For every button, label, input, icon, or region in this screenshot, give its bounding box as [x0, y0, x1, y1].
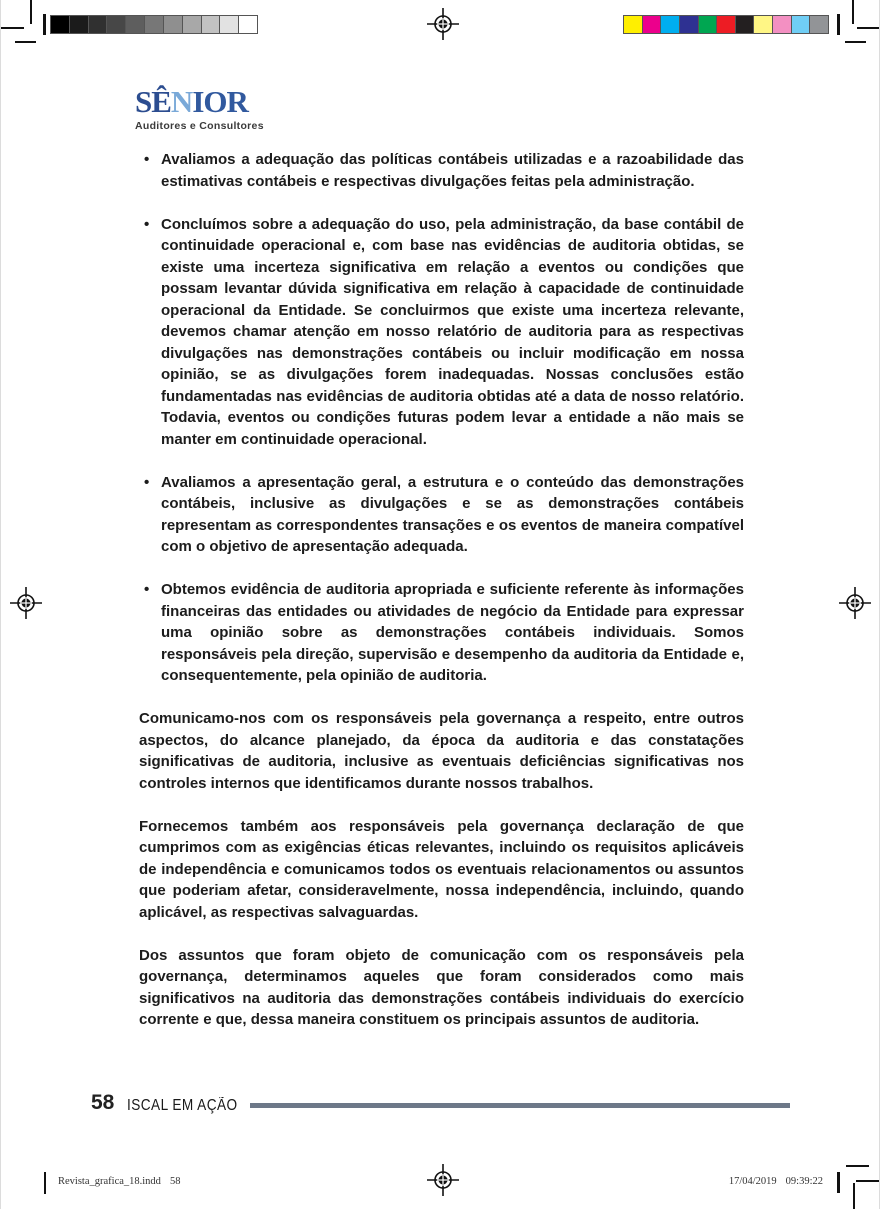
color-swatch — [126, 16, 145, 33]
crop-mark — [44, 1172, 46, 1194]
color-swatch — [164, 16, 183, 33]
grayscale-calibration-bar — [50, 15, 258, 34]
crop-mark — [837, 14, 840, 35]
color-swatch — [643, 16, 662, 33]
color-swatch — [70, 16, 89, 33]
color-swatch — [145, 16, 164, 33]
crop-mark — [852, 0, 854, 24]
bullet-text: Avaliamos a apresentação geral, a estrutura e o conteúdo das demonstrações contábeis, inclusive as divulgações e se as demonstrações contábeis representam as correspondentes transações e os eventos de maneira compatível com o objetivo de apresentação adequada. — [161, 473, 744, 555]
color-swatch — [736, 16, 755, 33]
bullet-text: Concluímos sobre a adequação do uso, pela administração, da base contábil de continuidade operacional e, com base nas evidências de auditoria obtidas, se existe uma incerteza significativa em relação a eventos ou condições que possam levantar dúvida significativa em relação à capacidade de continuidade operacional da Entidade. Se concluirmos que existe uma incerteza relevante, devemos chamar atenção em nosso relatório de auditoria para as respectivas divulgações nas demonstrações contábeis ou incluir modificação em nossa opinião, se as divulgações forem inadequadas. Nossas conclusões estão fundamentadas nas evidências de auditoria obtidas até a data de nosso relatório. Todavia, eventos ou condições futuras podem levar a entidade a não mais se manter em continuidade operacional. — [161, 215, 744, 448]
page-number: 58 — [91, 1091, 115, 1114]
color-swatch — [754, 16, 773, 33]
bullet-item — [139, 579, 744, 687]
bullet-text: Avaliamos a adequação das políticas contábeis utilizadas e a razoabilidade das estimativas contábeis e respectivas divulgações feitas pela administração. — [161, 151, 744, 190]
color-swatch — [773, 16, 792, 33]
crop-mark — [1, 27, 24, 29]
slug-file-info — [58, 1176, 180, 1187]
logo-letters-dark: SÊ — [135, 84, 171, 119]
senior-logo — [135, 86, 295, 132]
color-swatch — [239, 16, 257, 33]
magazine-title: ISCAL EM AÇÃO — [127, 1097, 238, 1114]
body-paragraph: Dos assuntos que foram objeto de comunicação com os responsáveis pela governança, determinamos aqueles que foram considerados como mais significativos na auditoria das demonstrações contábeis individuais do exercício corrente e que, dessa maneira constituem os principais assuntos de auditoria. — [139, 946, 744, 1028]
slug-file-name: Revista_grafica_18.indd — [58, 1176, 161, 1187]
color-swatch — [699, 16, 718, 33]
slug-print-time: 09:39:22 — [785, 1176, 823, 1187]
crop-mark — [857, 27, 880, 29]
logo-wordmark — [135, 86, 295, 117]
registration-mark-icon — [425, 1162, 461, 1198]
color-swatch — [717, 16, 736, 33]
logo-letters-light: N — [170, 84, 193, 119]
crop-mark — [15, 41, 36, 43]
bullet-glyph: • — [144, 215, 150, 233]
color-swatch — [661, 16, 680, 33]
cmyk-color-calibration-bar — [623, 15, 829, 34]
crop-mark — [853, 1183, 855, 1209]
bullet-glyph: • — [144, 473, 150, 491]
logo-letters-mid: IOR — [192, 84, 248, 119]
slug-timestamp — [729, 1176, 823, 1187]
color-swatch — [89, 16, 108, 33]
color-swatch — [183, 16, 202, 33]
logo-tagline: Auditores e Consultores — [135, 120, 264, 132]
document-body — [139, 149, 744, 1052]
color-swatch — [202, 16, 221, 33]
footer-rule — [250, 1103, 790, 1108]
registration-mark-icon — [425, 6, 461, 42]
color-swatch — [107, 16, 126, 33]
color-swatch — [680, 16, 699, 33]
bullet-glyph: • — [144, 151, 150, 168]
color-swatch — [220, 16, 239, 33]
color-swatch — [810, 16, 828, 33]
body-paragraph: Comunicamo-nos com os responsáveis pela governança a respeito, entre outros aspectos, do alcance planejado, da época da auditoria e das constatações significativas de auditoria, inclusive as eventuais deficiências significativas nos controles internos que identificamos durante nossos trabalhos. — [139, 710, 744, 792]
bullet-item — [139, 472, 744, 558]
slug-file-page: 58 — [169, 1176, 181, 1187]
crop-mark — [856, 1180, 880, 1182]
crop-mark — [837, 1172, 840, 1193]
crop-mark — [846, 1165, 869, 1167]
body-paragraph: Fornecemos também aos responsáveis pela governança declaração de que cumprimos com as exigências éticas relevantes, incluindo os requisitos aplicáveis de independência e comunicamos todos os eventuais relacionamentos ou assuntos que poderiam afetar, consideravelmente, nossa independência, incluindo, quando aplicável, as respectivas salvaguardas. — [139, 817, 744, 921]
slug-print-date: 17/04/2019 — [728, 1176, 777, 1187]
bullet-item — [139, 214, 744, 451]
color-swatch — [51, 16, 70, 33]
crop-mark — [30, 0, 32, 24]
bullet-text: Obtemos evidência de auditoria apropriada e suficiente referente às informações financeiras das entidades ou atividades de negócio da Entidade para expressar uma opinião sobre as demonstrações contábeis individuais. Somos responsáveis pela direção, supervisão e desempenho da auditoria da Entidade e, consequentemente, pela opinião de auditoria. — [161, 581, 744, 684]
bullet-item — [139, 149, 744, 192]
color-swatch — [624, 16, 643, 33]
crop-mark — [43, 14, 46, 35]
registration-mark-icon — [8, 585, 44, 621]
bullet-glyph: • — [144, 581, 150, 598]
registration-mark-icon — [837, 585, 873, 621]
color-swatch — [792, 16, 811, 33]
crop-mark — [845, 41, 866, 43]
